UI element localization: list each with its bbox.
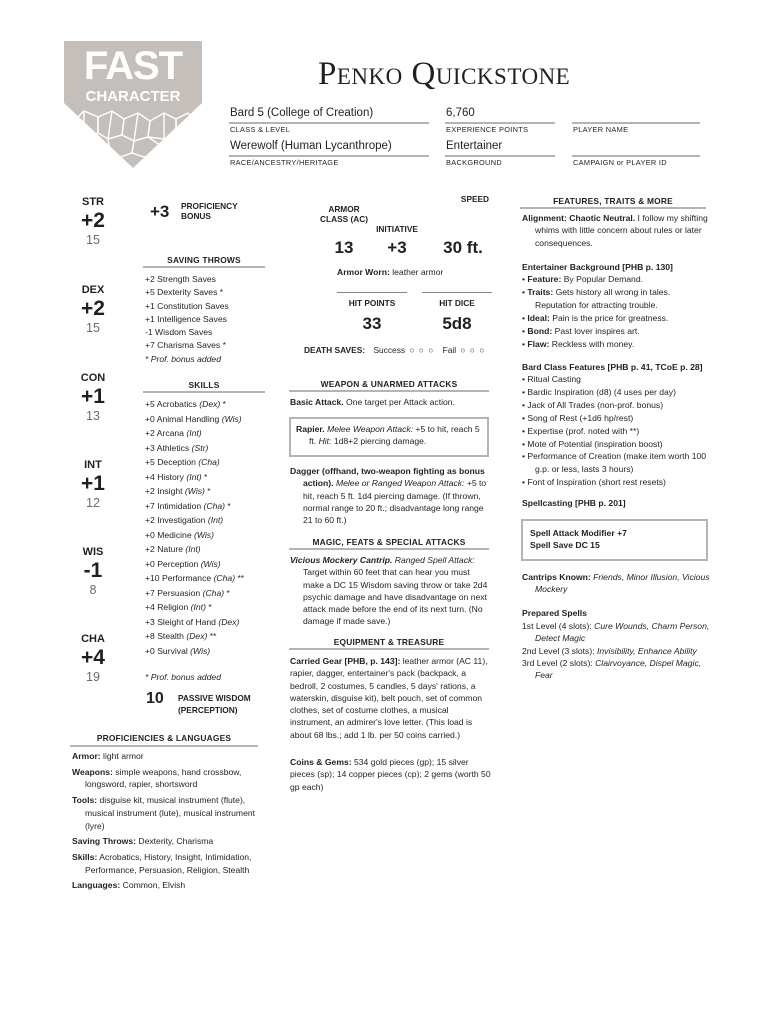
ability-score: 15 bbox=[86, 321, 100, 335]
ability-mod: +1 bbox=[81, 472, 105, 495]
hit-points-label: HIT POINTS bbox=[348, 298, 396, 308]
bg-bond: • Bond: Past lover inspires art. bbox=[522, 325, 640, 336]
ability-cha bbox=[68, 633, 118, 684]
background-value: Entertainer bbox=[446, 140, 503, 152]
bg-flaw: • Flaw: Reckless with money. bbox=[522, 338, 635, 349]
hit-dice-label: HIT DICE bbox=[439, 298, 475, 308]
spell-level-2: 2nd Level (3 slots): Invisibility, Enhance Ability bbox=[522, 645, 697, 656]
coins-gems: Coins & Gems: 534 gold pieces (gp); 15 silver pieces (sp); 14 copper pieces (cp); 2 gems (worth 50 gp each) bbox=[290, 757, 491, 792]
skill-row: +0 Medicine (Wis) bbox=[145, 529, 214, 540]
ac-label: ARMOR CLASS (AC) bbox=[320, 204, 368, 224]
spell-save-dc: Spell Save DC 15 bbox=[530, 540, 600, 551]
skill-row: +2 Arcana (Int) bbox=[145, 428, 202, 438]
prof-armor: Armor: light armor bbox=[72, 751, 144, 761]
bg-feature: • Feature: By Popular Demand. bbox=[522, 274, 643, 284]
cantrips-known: Cantrips Known: Friends, Minor Illusion, Vicious Mockery bbox=[522, 572, 710, 595]
spellcasting-title: Spellcasting [PHB p. 201] bbox=[522, 498, 626, 508]
initiative-label: INITIATIVE bbox=[376, 224, 418, 234]
save-wis: -1 Wisdom Saves bbox=[145, 327, 213, 338]
background-label: BACKGROUND bbox=[446, 158, 502, 167]
save-str: +2 Strength Saves bbox=[145, 274, 216, 284]
ability-name: DEX bbox=[81, 284, 105, 296]
skill-row: +8 Stealth (Dex) ** bbox=[145, 631, 217, 641]
logo-subtitle: CHARACTER bbox=[85, 88, 181, 105]
prof-skills: Skills: Acrobatics, History, Insight, Intimidation, Performance, Persuasion, Religion, Stealth bbox=[72, 851, 252, 875]
prof-saving-throws: Saving Throws: Dexterity, Charisma bbox=[72, 836, 214, 847]
ability-score: 13 bbox=[86, 409, 100, 423]
spell-level-1: 1st Level (4 slots): Cure Wounds, Charm Person, Detect Magic bbox=[522, 621, 710, 644]
class-feature: • Performance of Creation (make item worth 100 g.p. or less, lasts 3 hours) bbox=[522, 451, 707, 475]
skills-list bbox=[145, 397, 244, 658]
ability-score: 12 bbox=[86, 496, 100, 510]
ability-mod: +4 bbox=[81, 646, 105, 669]
background-title: Entertainer Background [PHB p. 130] bbox=[522, 262, 673, 272]
class-feature: • Font of Inspiration (short rest resets) bbox=[522, 477, 666, 488]
ability-score: 19 bbox=[86, 670, 100, 684]
xp-label: EXPERIENCE POINTS bbox=[446, 125, 529, 134]
prof-languages: Languages: Common, Elvish bbox=[72, 880, 186, 891]
save-note: * Prof. bonus added bbox=[145, 353, 221, 364]
skill-row: +4 Religion (Int) * bbox=[145, 602, 212, 612]
basic-attack: Basic Attack. One target per Attack action. bbox=[290, 397, 455, 407]
prof-weapons: Weapons: simple weapons, hand crossbow, longsword, rapier, shortsword bbox=[72, 766, 242, 790]
class-feature: • Ritual Casting bbox=[522, 374, 581, 384]
skill-row: +7 Persuasion (Cha) * bbox=[145, 587, 230, 598]
skill-row: +0 Perception (Wis) bbox=[145, 558, 221, 569]
player-name-label: PLAYER NAME bbox=[573, 125, 629, 134]
ability-mod: +2 bbox=[81, 209, 105, 232]
rapier-attack: Rapier. Melee Weapon Attack: +5 to hit, reach 5 ft. Hit: 1d8+2 piercing damage. bbox=[296, 424, 480, 447]
save-cha: +7 Charisma Saves * bbox=[145, 340, 226, 351]
proficiency-label: PROFICIENCY BONUS bbox=[181, 201, 238, 221]
skill-row: +3 Athletics (Str) bbox=[145, 442, 209, 453]
save-dex: +5 Dexterity Saves * bbox=[145, 287, 224, 298]
passive-label: PASSIVE WISDOM (PERCEPTION) bbox=[178, 693, 251, 715]
features-title: FEATURES, TRAITS & MORE bbox=[553, 196, 673, 206]
xp-value: 6,760 bbox=[446, 107, 475, 119]
death-saves: DEATH SAVES: Success ○ ○ ○ Fail ○ ○ ○ bbox=[304, 345, 486, 355]
ability-int bbox=[68, 459, 118, 510]
speed-value: 30 ft. bbox=[443, 238, 483, 257]
skills-title: SKILLS bbox=[188, 380, 220, 390]
proficiencies-list bbox=[72, 750, 267, 892]
bg-traits: • Traits: Gets history all wrong in tales. Reputation for attracting trouble. bbox=[522, 286, 671, 310]
skill-row: +4 History (Int) * bbox=[145, 471, 208, 482]
initiative-value: +3 bbox=[387, 238, 407, 257]
skill-row: +5 Deception (Cha) bbox=[145, 457, 220, 467]
skill-row: +10 Performance (Cha) ** bbox=[145, 573, 245, 583]
class-level-label: CLASS & LEVEL bbox=[230, 125, 291, 134]
ability-name: INT bbox=[84, 459, 102, 471]
spell-level-3: 3rd Level (2 slots): Clairvoyance, Dispel Magic, Fear bbox=[522, 657, 702, 681]
prepared-spells-title: Prepared Spells bbox=[522, 608, 587, 618]
prepared-spells bbox=[522, 620, 712, 681]
race-label: RACE/ANCESTRY/HERITAGE bbox=[230, 158, 339, 167]
logo-title: FAST bbox=[83, 44, 183, 88]
class-level-value: Bard 5 (College of Creation) bbox=[230, 107, 374, 119]
skill-row: +7 Intimidation (Cha) * bbox=[145, 500, 231, 511]
skill-row: +2 Investigation (Int) bbox=[145, 515, 224, 525]
ability-wis bbox=[68, 546, 118, 597]
ability-mod: +1 bbox=[81, 385, 105, 408]
dagger-attack: Dagger (offhand, two-weapon fighting as bonus action). Melee or Ranged Weapon Attack: +5 to hit, reach 5 ft. 1d4 piercing damage. (If thrown, normal range to 20 ft.; disadvantage long range 21 to 60 ft.) bbox=[290, 466, 487, 526]
ability-name: CHA bbox=[81, 633, 105, 645]
ability-name: WIS bbox=[82, 546, 104, 558]
skill-row: +3 Sleight of Hand (Dex) bbox=[145, 616, 240, 627]
race-value: Werewolf (Human Lycanthrope) bbox=[230, 140, 392, 152]
spell-attack-modifier: Spell Attack Modifier +7 bbox=[530, 528, 627, 538]
skill-row: +0 Animal Handling (Wis) bbox=[145, 413, 242, 424]
hit-points-value: 33 bbox=[362, 314, 382, 333]
campaign-label: CAMPAIGN or PLAYER ID bbox=[573, 158, 667, 167]
class-feature: • Bardic Inspiration (d8) (4 uses per day) bbox=[522, 386, 676, 397]
death-fail-circles[interactable]: ○ ○ ○ bbox=[460, 345, 486, 355]
proficiencies-title: PROFICIENCIES & LANGUAGES bbox=[96, 733, 232, 743]
background-features bbox=[522, 273, 712, 350]
ability-name: STR bbox=[82, 196, 104, 208]
ability-name: CON bbox=[80, 372, 106, 384]
character-name: Penko Quickstone bbox=[318, 56, 571, 92]
class-feature: • Jack of All Trades (non-prof. bonus) bbox=[522, 399, 664, 410]
ability-con bbox=[68, 372, 118, 423]
passive-value: 10 bbox=[146, 690, 164, 707]
class-feature: • Mote of Potential (inspiration boost) bbox=[522, 438, 663, 449]
skill-row: +2 Nature (Int) bbox=[145, 544, 201, 554]
class-features-title: Bard Class Features [PHB p. 41, TCoE p. 28] bbox=[522, 362, 703, 372]
ability-score: 8 bbox=[89, 583, 97, 597]
armor-worn: Armor Worn: leather armor bbox=[337, 267, 444, 277]
ability-str bbox=[68, 196, 118, 247]
proficiency-value: +3 bbox=[150, 202, 170, 221]
save-int: +1 Intelligence Saves bbox=[145, 313, 227, 324]
ac-value: 13 bbox=[334, 238, 354, 257]
spell-stats bbox=[530, 527, 627, 552]
magic-title: MAGIC, FEATS & SPECIAL ATTACKS bbox=[312, 537, 466, 547]
death-success-circles[interactable]: ○ ○ ○ bbox=[409, 345, 435, 355]
ability-dex bbox=[68, 284, 118, 335]
ability-score: 15 bbox=[86, 233, 100, 247]
skill-row: +2 Insight (Wis) * bbox=[145, 486, 211, 496]
saving-throws-list bbox=[145, 273, 229, 366]
skill-row: +5 Acrobatics (Dex) * bbox=[145, 399, 226, 409]
skills-note: * Prof. bonus added bbox=[145, 672, 221, 682]
class-feature: • Song of Rest (+1d6 hp/rest) bbox=[522, 412, 634, 423]
ability-mod: +2 bbox=[81, 297, 105, 320]
prof-tools: Tools: disguise kit, musical instrument (flute), musical instrument (lute), musical instrument (lyre) bbox=[72, 795, 256, 831]
speed-label: SPEED bbox=[460, 194, 490, 204]
skill-row: +0 Survival (Wis) bbox=[145, 645, 211, 656]
carried-gear: Carried Gear [PHB, p. 143]: leather armor (AC 11), rapier, dagger, entertainer's pack (backpack, a bedroll, 2 costumes, 5 candles, 5 days' rations, a waterskin, disguise kit), belt pouch, set of common clothes, set of costume clothes, a musical instrument, an admirer's love letter. (This load is about 68 lbs.; add 1 lb. per 50 coins carried.) bbox=[290, 656, 488, 740]
attacks-title: WEAPON & UNARMED ATTACKS bbox=[320, 379, 458, 389]
class-features bbox=[522, 373, 712, 489]
save-con: +1 Constitution Saves bbox=[145, 300, 229, 311]
vicious-mockery: Vicious Mockery Cantrip. Ranged Spell Attack: Target within 60 feet that can hear you must make a DC 15 Wisdom saving throw or take 2d4 psychic damage and have disadvantage on next attack made before the end of its next turn. (No damage if made save.) bbox=[290, 555, 488, 627]
logo bbox=[64, 41, 202, 168]
saving-throws-title: SAVING THROWS bbox=[167, 255, 241, 265]
ability-mod: -1 bbox=[83, 559, 103, 582]
bg-ideal: • Ideal: Pain is the price for greatness. bbox=[522, 312, 669, 323]
class-feature: • Expertise (prof. noted with **) bbox=[522, 425, 640, 436]
equipment-title: EQUIPMENT & TREASURE bbox=[333, 637, 445, 647]
alignment: Alignment: Chaotic Neutral. I follow my shifting whims with little concern about rules or later consequences. bbox=[522, 213, 708, 248]
hit-dice-value: 5d8 bbox=[442, 314, 472, 333]
